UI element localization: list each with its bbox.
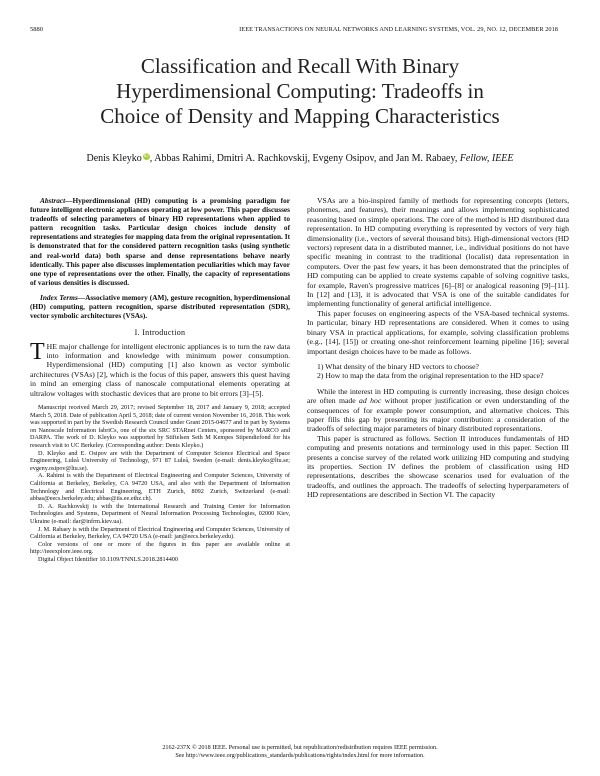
index-terms	[30, 293, 290, 320]
design-choices-list	[307, 362, 569, 381]
body-paragraph: This paper is structured as follows. Section II introduces fundamentals of HD computing and presents notations and terminology used in this paper. Section III presents a concise survey of the related work utilizing HD computing and studying its properties. Section IV defines the problem of classification using HD representations, describes the showcase scenarios used for evaluation of the tradeoffs, and outlines the approach. The tradeoffs of selecting hyperparameters of HD representations are described in Section VI. The capacity	[307, 433, 569, 500]
intro-text: HE major challenge for intelligent electronic appliances is to turn the raw data into information and knowledge with minimum power consumption. Hyperdimensional (HD) computing [1] also known as vector symbolic architectures (VSAs) [2], which is the focus of this paper, answers this quest having in mind an emerging class of nanoscale computational elements operating at ultralow voltages with stochastic devices that are prone to bit errors [3]–[5].	[30, 341, 290, 398]
body-paragraph: This paper focuses on engineering aspects of the VSA-based technical systems. In particular, binary HD representations are considered. When it comes to using binary VSA in practical applications, for example, solving classification problems (e.g., [14], [15]) or creating one-shot reinforcement learning pipeline [16]; several important design choices have to be made as follows.	[307, 308, 569, 356]
title-line-3: Choice of Density and Mapping Characteristics	[100, 104, 500, 128]
abstract	[30, 196, 290, 287]
permissions-line: See http://www.ieee.org/publications_standards/publications/rights/index.html for more information.	[175, 752, 425, 759]
footnotes	[30, 404, 290, 563]
page-number: 5880	[30, 26, 43, 33]
right-column	[307, 196, 569, 500]
footnote-affiliation-kleyko-osipov: D. Kleyko and E. Osipov are with the Department of Computer Science Electrical and Space Engineering, Luleå University of Technology, 971 87 Luleå, Sweden (e-mail: denis.kleyko@ltu.se; evgeny.osipov@ltu.se).	[30, 449, 290, 472]
emphasis-text: ad hoc	[359, 396, 382, 406]
footnote-affiliation-rahimi: A. Rahimi is with the Department of Electrical Engineering and Computer Sciences, University of California at Berkeley, Berkeley, CA 94720 USA, and also with the Department of Information Technology and Electrical Engineering, ETH Zurich, 8092 Zurich, Switzerland (e-mail: abbas@eecs.berkeley.edu; abbas@iis.ee.ethz.ch).	[30, 472, 290, 503]
first-author: Denis Kleyko	[86, 153, 142, 164]
abstract-label: Abstract—	[40, 196, 73, 205]
other-authors: , Abbas Rahimi, Dmitri A. Rachkovskij, Evgeny Osipov, and Jan M. Rabaey,	[149, 153, 460, 164]
fellow-title: Fellow, IEEE	[459, 153, 514, 164]
copyright-line: 2162-237X © 2018 IEEE. Personal use is permitted, but republication/redistribution requires IEEE permission.	[162, 744, 438, 751]
copyright-footer	[20, 744, 580, 760]
body-text: without proper justification or even understanding of the consequences of for example power consumption, and alternative choices. This paper fills this gap by presenting its major contribution: a consideration of the tradeoffs of selecting major parameters of binary distributed representations.	[307, 396, 570, 434]
author-list	[30, 153, 570, 164]
drop-cap: T	[30, 338, 45, 365]
paper-title	[40, 54, 560, 129]
journal-header: IEEE TRANSACTIONS ON NEURAL NETWORKS AND LEARNING SYSTEMS, VOL. 29, NO. 12, DECEMBER 2018	[239, 26, 558, 33]
running-header	[30, 26, 558, 36]
title-line-1: Classification and Recall With Binary	[140, 54, 460, 78]
footnote-color-versions: Color versions of one or more of the figures in this paper are available online at http://ieeexplore.ieee.org.	[30, 540, 290, 556]
body-paragraph: VSAs are a bio-inspired family of methods for representing concepts (letters, phonemes, and features), their meanings and allows implementing sophisticated reasoning based on simple operations. The core of the method is HD distributed data representation. In HD computing everything is represented by vectors of very high dimensionality (i.e., vectors of several thousand bits). High-dimensional vectors (HD vectors) represent data in a distributed manner, i.e., individual positions do not have specific meaning in contrast to the traditional (localist) data representation in computers. Over the past few years, it has been demonstrated that the principles of HD computing can be applied to create systems capable of solving cognitive tasks, for example, Raven's progressive matrices [6]–[8] or analogical reasoning [9]–[11]. In [12] and [13], it is advocated that VSA is one of the suitable candidates for implementing functionality of general artificial intelligence.	[307, 196, 569, 309]
section-heading-introduction: I. Introduction	[134, 328, 186, 338]
orcid-icon[interactable]: iD	[143, 153, 149, 159]
abstract-text: Hyperdimensional (HD) computing is a promising paradigm for future intelligent electronic appliances operating at low power. This paper discusses tradeoffs of selecting parameters of binary HD representations when applied to pattern recognition tasks. Particular design choices include density of representations and strategies for mapping data from the original representation. It is demonstrated that for the considered pattern recognition tasks (using synthetic and real-world data) both sparse and dense representations behave nearly identically. This paper also discusses implementation peculiarities which may favor one type of representations over the other. Finally, the capacity of representations of various densities is discussed.	[30, 196, 290, 287]
body-text: While the interest in HD computing is currently increasing, these design choices are often made	[307, 386, 569, 406]
footnote-affiliation-rachkovskij: D. A. Rachkovskij is with the International Research and Training Center for Information Technologies and Systems, Department of Neural Information Processing Technologies, 02000 Kiev, Ukraine (e-mail: dar@infrm.kiev.ua).	[30, 502, 290, 525]
footnote-manuscript: Manuscript received March 29, 2017; revised September 18, 2017 and January 9, 2018; accepted March 5, 2018. Date of publication April 5, 2018; date of current version November 16, 2018. This work was supported in part by the Swedish Research Council under Grant 2015-04677 and in part by Systems on Nanoscale Information fabriCs, one of the six SRC STARnet Centers, sponsored by MARCO and DARPA. The work of D. Kleyko was supported by Stiftelsen Seth M Kempes Stipendiefond for his research visit to UC Berkeley. (Corresponding author: Denis Kleyko.)	[30, 404, 290, 450]
footnote-doi: Digital Object Identifier 10.1109/TNNLS.2018.2814400	[38, 555, 178, 563]
title-line-2: Hyperdimensional Computing: Tradeoffs in	[116, 79, 484, 103]
index-terms-text: Associative memory (AM), gesture recognition, hyperdimensional (HD) computing, pattern recognition, sparse distributed representation (SDR), vector symbolic architectures (VSAs).	[30, 292, 290, 321]
list-item: 2) How to map the data from the original representation to the HD space?	[317, 371, 544, 381]
index-terms-label: Index Terms—	[40, 292, 86, 302]
list-item: 1) What density of the binary HD vectors to choose?	[317, 361, 479, 371]
body-paragraph	[307, 387, 569, 434]
footnote-affiliation-rabaey: J. M. Rabaey is with the Department of Electrical Engineering and Computer Sciences, University of California at Berkeley, Berkeley, CA 94720 USA (e-mail: jan@eecs.berkeley.edu).	[30, 525, 290, 541]
left-column	[30, 196, 290, 564]
intro-paragraph	[30, 338, 290, 398]
